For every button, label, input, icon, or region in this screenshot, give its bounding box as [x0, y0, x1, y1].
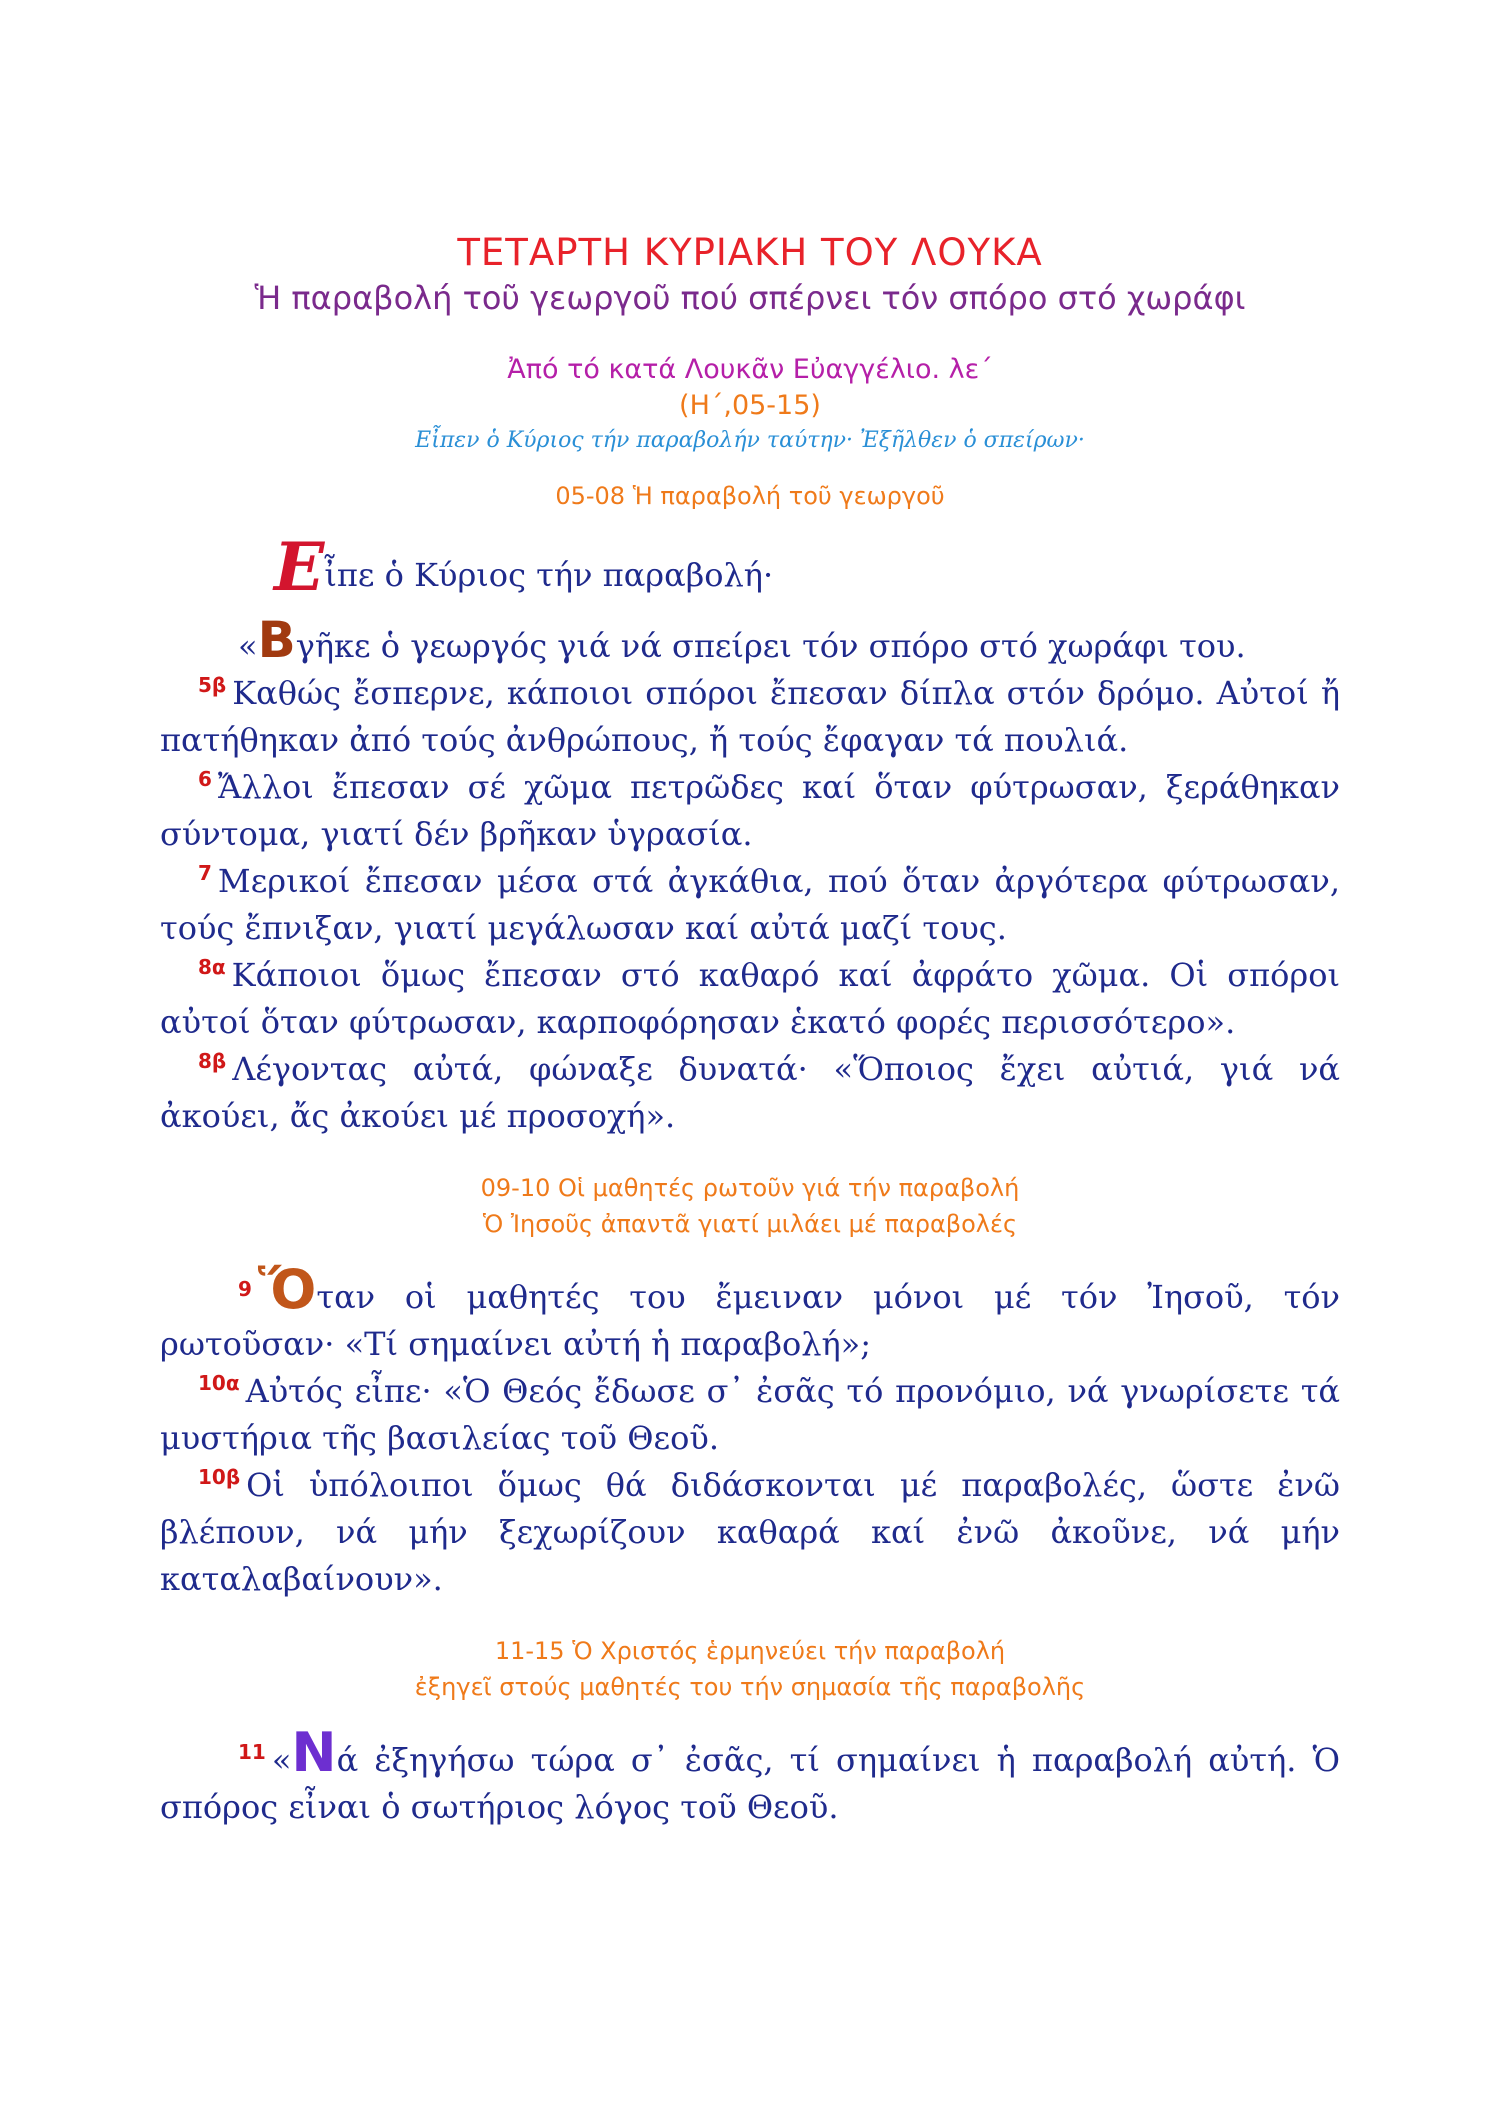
- verse-number: 8β: [198, 1049, 227, 1074]
- verse: [160, 1368, 1340, 1462]
- liturgical-intro: Εἶπεν ὁ Κύριος τήν παραβολήν ταύτην· Ἐξῆλθεν ὁ σπείρων·: [415, 428, 1085, 453]
- paragraph: [160, 528, 1340, 606]
- verse-text: Λέγοντας αὐτά, φώναξε δυνατά· «Ὅποιος ἔχει αὐτιά, γιά νά ἀκούει, ἄς ἀκούει μέ προσοχή».: [160, 1050, 1340, 1135]
- verse-text: ταν οἱ μαθητές του ἔμειναν μόνοι μέ τόν Ἰησοῦ, τόν ρωτοῦσαν· «Τί σημαίνει αὐτή ἡ παραβολή»;: [160, 1278, 1340, 1363]
- verse-text: Ἄλλοι ἔπεσαν σέ χῶμα πετρῶδες καί ὅταν φύτρωσαν, ξεράθηκαν σύντομα, γιατί δέν βρῆκαν ὑγρασία.: [160, 768, 1340, 853]
- drop-cap: Ε: [274, 528, 325, 606]
- verse: [160, 952, 1340, 1046]
- verse-number: 8α: [198, 955, 226, 980]
- verse-number: 10α: [198, 1371, 240, 1396]
- section-heading-line: 09-10 Οἱ μαθητές ρωτοῦν γιά τήν παραβολή: [480, 1174, 1020, 1202]
- section-heading-line: 11-15 Ὁ Χριστός ἑρμηνεύει τήν παραβολή: [494, 1637, 1006, 1665]
- section-heading-line: 05-08 Ἡ παραβολή τοῦ γεωργοῦ: [555, 482, 945, 510]
- document-header: [160, 230, 1340, 458]
- verse-number: 11: [238, 1740, 266, 1765]
- verse-text: ά ἐξηγήσω τώρα σ᾽ ἐσᾶς, τί σημαίνει ἡ παραβολή αὐτή. Ὁ σπόρος εἶναι ὁ σωτήριος λόγος τοῦ Θεοῦ.: [160, 1741, 1340, 1826]
- verse-text: Αὐτός εἶπε· «Ὁ Θεός ἔδωσε σ᾽ ἐσᾶς τό προνόμιο, νά γνωρίσετε τά μυστήρια τῆς βασιλείας τοῦ Θεοῦ.: [160, 1372, 1340, 1457]
- verse-text: Κάποιοι ὅμως ἔπεσαν στό καθαρό καί ἀφράτο χῶμα. Οἱ σπόροι αὐτοί ὅταν φύτρωσαν, καρποφόρησαν ἑκατό φορές περισσότερο».: [160, 956, 1340, 1041]
- verse-number: 10β: [198, 1465, 241, 1490]
- section-heading-line: Ὁ Ἰησοῦς ἀπαντᾶ γιατί μιλάει μέ παραβολές: [482, 1210, 1018, 1238]
- verse: [160, 764, 1340, 858]
- verse-text: ἶπε ὁ Κύριος τήν παραβολή·: [324, 556, 774, 594]
- section-heading: [160, 1170, 1340, 1242]
- verse: [160, 670, 1340, 764]
- verse-text: Οἱ ὑπόλοιποι ὅμως θά διδάσκονται μέ παραβολές, ὥστε ἐνῶ βλέπουν, νά μήν ξεχωρίζουν καθαρά καί ἐνῶ ἀκοῦνε, νά μήν καταλαβαίνουν».: [160, 1466, 1340, 1598]
- verse-text: Καθώς ἔσπερνε, κάποιοι σπόροι ἔπεσαν δίπλα στόν δρόμο. Αὐτοί ἤ πατήθηκαν ἀπό τούς ἀνθρώπους, ἤ τούς ἔφαγαν τά πουλιά.: [160, 674, 1340, 759]
- document-page: [160, 230, 1340, 1831]
- section-heading-line: ἐξηγεῖ στούς μαθητές του τήν σημασία τῆς παραβολῆς: [414, 1673, 1086, 1701]
- drop-cap: Ὅ: [257, 1258, 317, 1321]
- verse-number: 6: [198, 767, 212, 792]
- paragraph: [160, 611, 1340, 670]
- chapter-reference: (Η΄,05-15): [679, 390, 821, 421]
- drop-cap: Β: [257, 611, 296, 669]
- verse: [160, 1721, 1340, 1831]
- gospel-source: Ἀπό τό κατά Λουκᾶν Εὐαγγέλιο. λε΄: [507, 354, 993, 385]
- verse: [160, 858, 1340, 952]
- verse: [160, 1046, 1340, 1140]
- verse: [160, 1258, 1340, 1368]
- verse-text: γῆκε ὁ γεωργός γιά νά σπείρει τόν σπόρο στό χωράφι του.: [295, 627, 1246, 665]
- drop-cap: Ν: [291, 1721, 337, 1784]
- verse-text: Μερικοί ἔπεσαν μέσα στά ἀγκάθια, πού ὅταν ἀργότερα φύτρωσαν, τούς ἔπνιξαν, γιατί μεγάλωσαν καί αὐτά μαζί τους.: [160, 862, 1340, 947]
- section-heading: [160, 478, 1340, 514]
- open-quote: «: [238, 627, 258, 665]
- verse-number: 9: [238, 1277, 252, 1302]
- verse: [160, 1462, 1340, 1603]
- verse-number: 5β: [198, 673, 227, 698]
- verse-number: 7: [198, 861, 212, 886]
- section-heading: [160, 1633, 1340, 1705]
- page-subtitle: Ἡ παραβολή τοῦ γεωργοῦ πού σπέρνει τόν σπόρο στό χωράφι: [254, 279, 1246, 317]
- open-quote: «: [271, 1741, 292, 1779]
- page-title: ΤΕΤΑΡΤΗ ΚΥΡΙΑΚΗ ΤΟΥ ΛΟΥΚΑ: [457, 231, 1043, 274]
